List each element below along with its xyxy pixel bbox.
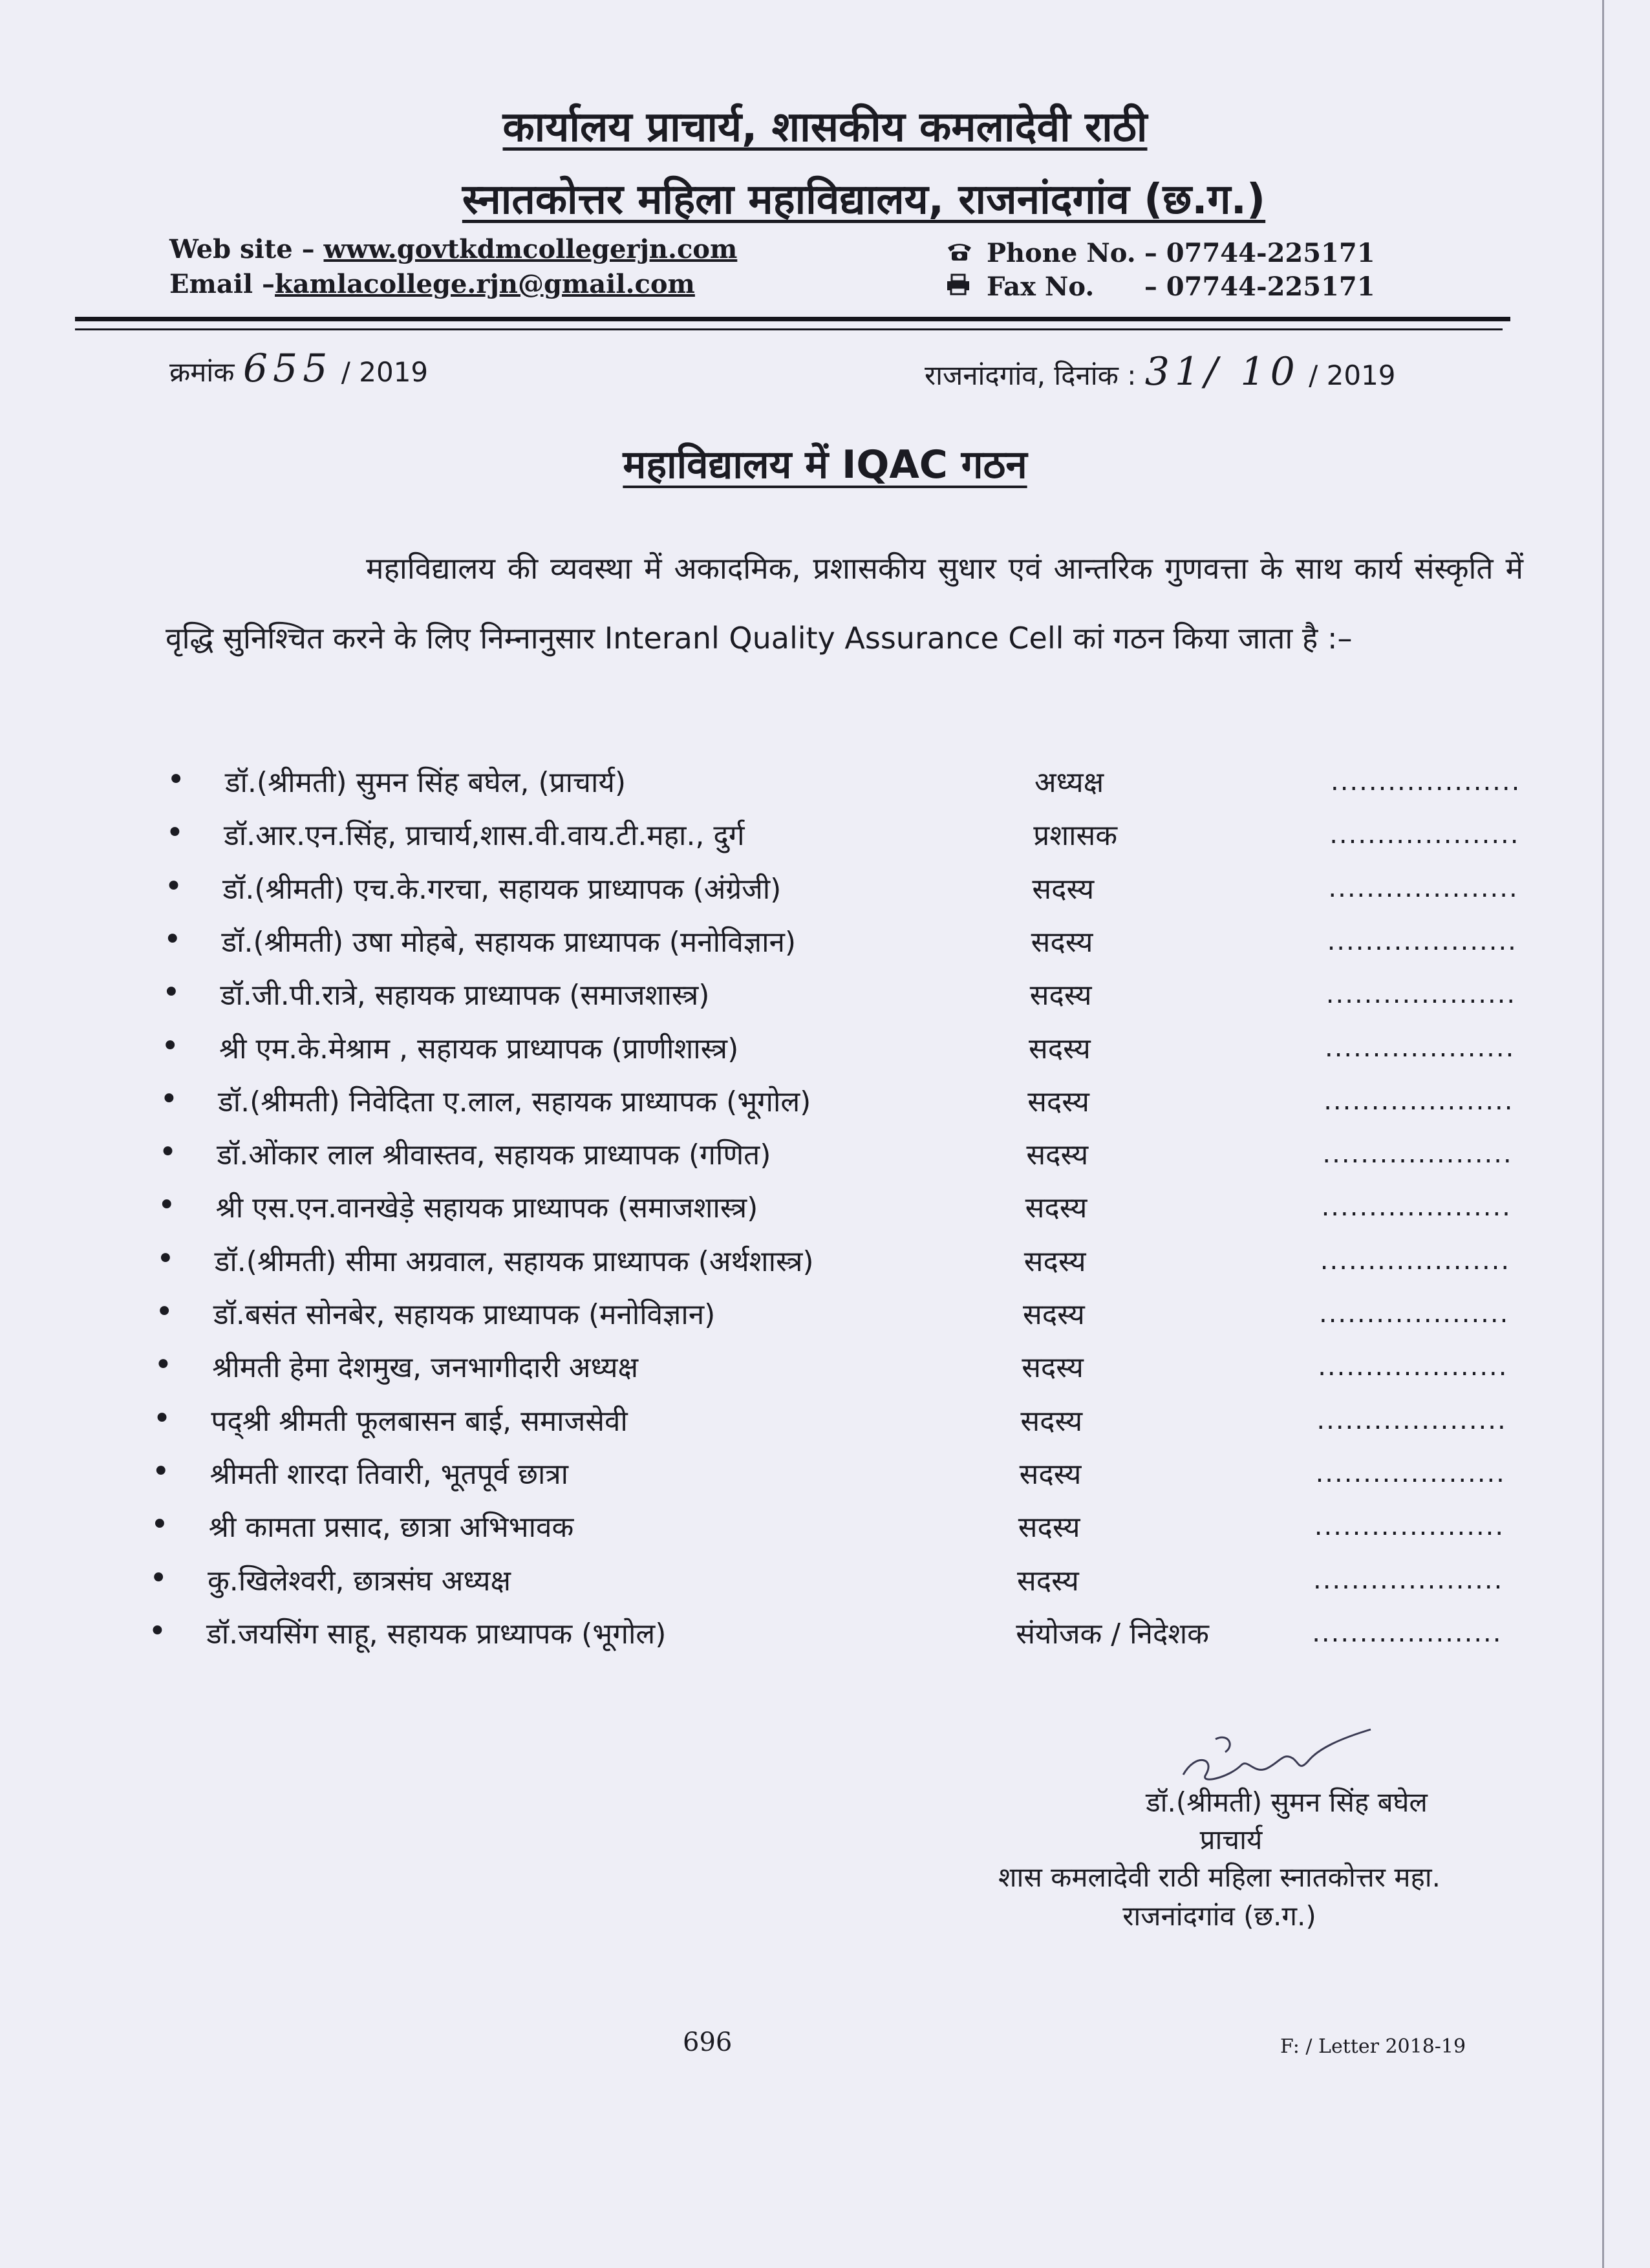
member-row <box>0 1294 1650 1347</box>
member-name: श्रीमती शारदा तिवारी, भूतपूर्व छात्रा <box>209 1457 569 1491</box>
member-row <box>0 974 1650 1027</box>
bullet-icon: • <box>156 1240 175 1277</box>
signatory-designation: प्राचार्य <box>1199 1824 1263 1856</box>
bullet-icon: • <box>153 1400 171 1437</box>
page-number: 696 <box>683 2027 733 2057</box>
bullet-icon: • <box>148 1612 167 1649</box>
member-signature-line: .................... <box>1325 1032 1516 1063</box>
email-line <box>169 269 695 299</box>
email-label: Email – <box>169 269 275 299</box>
member-name: डॉ.(श्रीमती) उषा मोहबे, सहायक प्राध्यापक (मनोविज्ञान) <box>221 925 797 959</box>
member-signature-line: .................... <box>1322 1139 1513 1170</box>
reference-number <box>169 346 428 391</box>
member-name: डॉ.बसंत सोनबेर, सहायक प्राध्यापक (मनोविज्ञान) <box>213 1298 716 1331</box>
member-signature-line: .................... <box>1313 1565 1504 1595</box>
reference-label: क्रमांक <box>169 356 235 388</box>
scan-edge <box>1602 0 1604 2268</box>
signatory-name: डॉ.(श्रीमती) सुमन सिंह बघेल <box>1146 1786 1428 1818</box>
member-signature-line: .................... <box>1327 926 1517 956</box>
member-row <box>0 1134 1650 1187</box>
intro-paragraph: महाविद्यालय की व्यवस्था में अकादमिक, प्रशासकीय सुधार एवं आन्तरिक गुणवत्ता के साथ कार्य संस्कृति में वृद्धि सुनिश्चित करने के लिए निम्नानुसार Interanl Quality Assurance Cell कां गठन किया जाता है :– <box>166 551 1523 656</box>
phone-label: Phone No. <box>986 238 1136 268</box>
member-role: सदस्य <box>1026 1139 1089 1172</box>
member-row <box>0 868 1650 921</box>
website-label: Web site – <box>169 234 315 264</box>
member-row <box>0 1081 1650 1134</box>
member-signature-line: .................... <box>1314 1512 1505 1542</box>
email-link[interactable]: kamlacollege.rjn@gmail.com <box>275 269 695 299</box>
member-row <box>0 1187 1650 1240</box>
member-row <box>0 1028 1650 1081</box>
member-name: डॉ.ओंकार लाल श्रीवास्तव, सहायक प्राध्यापक (गणित) <box>217 1139 771 1172</box>
member-role: सदस्य <box>1017 1564 1079 1598</box>
member-signature-line: .................... <box>1316 1405 1507 1435</box>
signatory-city: राजनांदगांव (छ.ग.) <box>1122 1900 1316 1932</box>
member-role: सदस्य <box>1029 1032 1091 1065</box>
member-name: श्रीमती हेमा देशमुख, जनभागीदारी अध्यक्ष <box>212 1351 639 1385</box>
phone-line <box>945 238 1375 268</box>
member-name: डॉ.जयसिंग साहू, सहायक प्राध्यापक (भूगोल) <box>206 1617 667 1651</box>
member-role: सदस्य <box>1031 925 1093 959</box>
bullet-icon: • <box>161 1027 180 1064</box>
date-label: राजनांदगांव, दिनांक : <box>925 359 1137 391</box>
member-name: डॉ.(श्रीमती) एच.के.गरचा, सहायक प्राध्यापक (अंग्रेजी) <box>222 872 782 906</box>
member-row <box>0 1560 1650 1613</box>
header-rule-thin <box>75 328 1503 330</box>
fax-line <box>945 272 1375 302</box>
document-heading: महाविद्यालय में IQAC गठन <box>623 442 1027 487</box>
member-role: सदस्य <box>1023 1298 1085 1331</box>
member-name: डॉ.जी.पी.रात्रे, सहायक प्राध्यापक (समाजशास्त्र) <box>220 979 710 1012</box>
fax-icon <box>945 272 978 302</box>
member-name: कु.खिलेश्वरी, छात्रसंघ अध्यक्ष <box>208 1564 511 1598</box>
member-row <box>0 762 1650 815</box>
member-signature-line: .................... <box>1321 1192 1512 1223</box>
bullet-icon: • <box>157 1187 176 1224</box>
member-role: सदस्य <box>1020 1404 1083 1438</box>
website-line <box>169 234 737 264</box>
file-reference: F: / Letter 2018-19 <box>1280 2035 1466 2058</box>
phone-number: – 07744-225171 <box>1144 238 1375 268</box>
member-row <box>0 1613 1650 1666</box>
member-name: डॉ.(श्रीमती) निवेदिता ए.लाल, सहायक प्राध्यापक (भूगोल) <box>218 1085 811 1118</box>
phone-icon <box>945 238 978 268</box>
member-role: सदस्य <box>1025 1192 1088 1225</box>
member-signature-line: .................... <box>1325 979 1517 1010</box>
website-link[interactable]: www.govtkdmcollegerjn.com <box>323 234 738 264</box>
bullet-icon: • <box>162 974 181 1011</box>
member-role: सदस्य <box>1022 1351 1084 1385</box>
member-row <box>0 1241 1650 1294</box>
member-signature-line: .................... <box>1328 873 1519 903</box>
date-handwritten: 31/ 10 <box>1144 349 1300 394</box>
member-signature-line: .................... <box>1319 1299 1510 1329</box>
letterhead-line-2: स्नातकोत्तर महिला महाविद्यालय, राजनांदगांव (छ.ग.) <box>462 176 1266 224</box>
fax-number: – 07744-225171 <box>1144 272 1375 302</box>
member-signature-line: .................... <box>1331 767 1521 797</box>
member-row <box>0 1347 1650 1400</box>
member-name: पद्श्री श्रीमती फूलबासन बाई, समाजसेवी <box>211 1404 628 1438</box>
bullet-icon: • <box>167 762 186 798</box>
bullet-icon: • <box>151 1453 170 1490</box>
member-name: डॉ.आर.एन.सिंह, प्राचार्य,शास.वी.वाय.टी.महा., दुर्ग <box>224 819 745 853</box>
header-rule-thick <box>75 317 1510 321</box>
member-signature-line: .................... <box>1320 1245 1511 1276</box>
member-signature-line: .................... <box>1315 1458 1506 1488</box>
member-signature-line: .................... <box>1318 1352 1508 1382</box>
member-role: सदस्य <box>1029 979 1092 1012</box>
member-role: प्रशासक <box>1033 819 1118 853</box>
bullet-icon: • <box>149 1559 168 1596</box>
member-role: अध्यक्ष <box>1034 766 1104 799</box>
member-row <box>0 1400 1650 1453</box>
member-row <box>0 1453 1650 1506</box>
bullet-icon: • <box>155 1294 174 1330</box>
date-year: / 2019 <box>1309 359 1396 391</box>
member-name: डॉ.(श्रीमती) सुमन सिंह बघेल, (प्राचार्य) <box>225 766 627 799</box>
bullet-icon: • <box>154 1347 173 1384</box>
reference-handwritten: 655 <box>242 346 333 391</box>
fax-label: Fax No. <box>986 272 1095 302</box>
bullet-icon: • <box>160 1080 178 1117</box>
bullet-icon: • <box>163 921 182 957</box>
letterhead-line-1: कार्यालय प्राचार्य, शासकीय कमलादेवी राठी <box>502 103 1148 151</box>
bullet-icon: • <box>166 815 184 851</box>
reference-year: / 2019 <box>341 356 429 388</box>
member-name: श्री एस.एन.वानखेड़े सहायक प्राध्यापक (समाजशास्त्र) <box>215 1192 758 1225</box>
member-signature-line: .................... <box>1323 1086 1514 1116</box>
letter-date <box>925 349 1396 394</box>
member-role: संयोजक / निदेशक <box>1016 1617 1209 1651</box>
member-signature-line: .................... <box>1312 1618 1503 1648</box>
member-role: सदस्य <box>1018 1511 1080 1545</box>
member-row <box>0 1506 1650 1559</box>
member-role: सदस्य <box>1032 872 1095 906</box>
member-role: सदस्य <box>1019 1457 1082 1491</box>
bullet-icon: • <box>158 1134 177 1171</box>
bullet-icon: • <box>164 868 183 904</box>
member-signature-line: .................... <box>1329 820 1520 850</box>
member-role: सदस्य <box>1023 1245 1086 1278</box>
member-row <box>0 815 1650 868</box>
member-row <box>0 921 1650 974</box>
member-name: श्री एम.के.मेश्राम , सहायक प्राध्यापक (प्राणीशास्त्र) <box>219 1032 739 1065</box>
member-name: श्री कामता प्रसाद, छात्रा अभिभावक <box>208 1511 574 1545</box>
signatory-institution: शास कमलादेवी राठी महिला स्नातकोत्तर महा. <box>998 1861 1441 1893</box>
member-role: सदस्य <box>1027 1085 1089 1118</box>
member-name: डॉ.(श्रीमती) सीमा अग्रवाल, सहायक प्राध्यापक (अर्थशास्त्र) <box>214 1245 814 1278</box>
bullet-icon: • <box>150 1506 169 1543</box>
